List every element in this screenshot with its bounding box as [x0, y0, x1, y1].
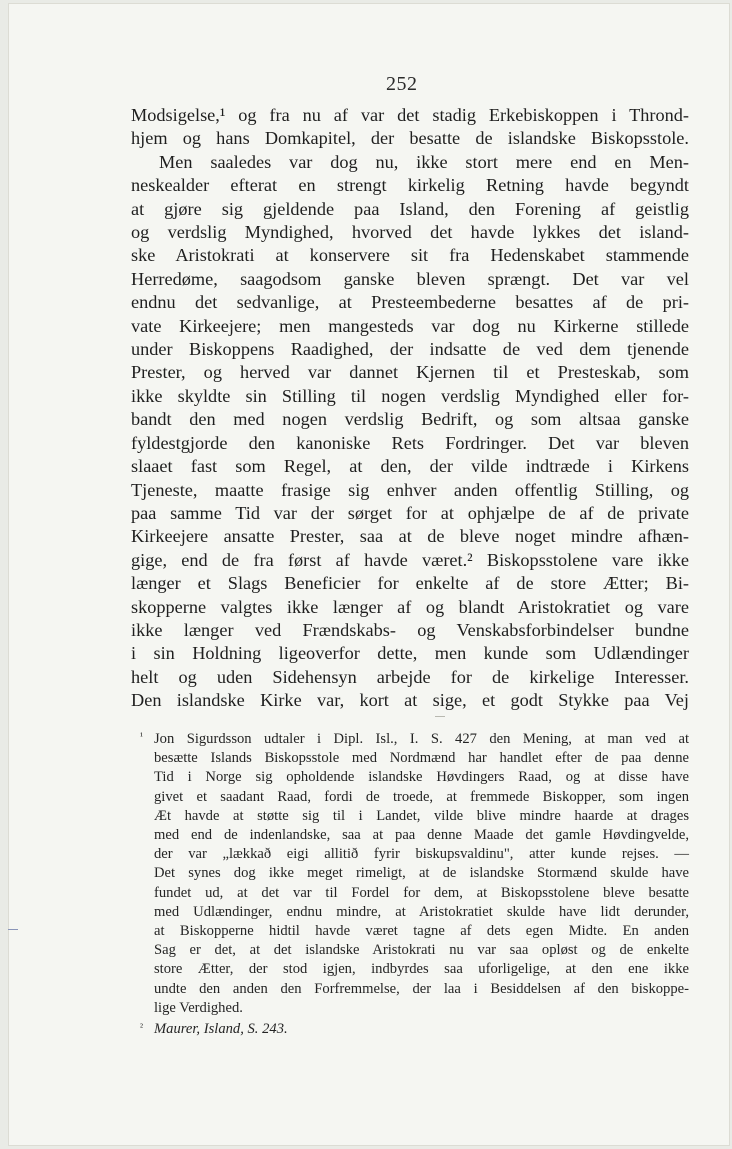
body-line: Men saaledes var dog nu, ikke stort mere end en Men-	[159, 151, 689, 172]
body-line: Kirkeejere ansatte Prester, saa at de bleve noget mindre afhæn-	[131, 526, 689, 547]
footnote-marker: ¹	[140, 731, 143, 742]
body-line: Herredøme, saagodsom ganske bleven sprængt. Det var vel	[131, 268, 689, 289]
body-line: paa samme Tid var der sørget for at ophjælpe de af de private	[131, 502, 689, 523]
footnote-line: givet et saadant Raad, fordi de troede, at fremmede Biskopper, som ingen	[154, 788, 689, 805]
footnote-line: fundet ud, at det var til Fordel for dem, at Biskopsstolene bleve besatte	[154, 884, 689, 901]
body-line: længer et Slags Beneficier for enkelte af de store Ætter; Bi-	[131, 573, 689, 594]
body-line: neskealder efterat en strengt kirkelig Retning havde begyndt	[131, 175, 689, 196]
body-line: Tjeneste, maatte frasige sig enhver anden offentlig Stilling, og	[131, 479, 689, 500]
footnote-line: med end de indenlandske, saa at paa denne Maade det gamle Høvdingvelde,	[154, 827, 689, 844]
footnote-line: undte den anden den Forfremmelse, der laa i Besiddelsen af den biskoppe-	[154, 980, 689, 997]
body-line: slaaet fast som Regel, at den, der vilde indtræde i Kirkens	[131, 456, 689, 477]
body-line: vate Kirkeejere; men mangesteds var dog nu Kirkerne stillede	[131, 315, 689, 336]
footnote-line: Tid i Norge sig opholdende islandske Høvdingers Raad, og at disse have	[154, 769, 689, 786]
body-line: og verdslig Myndighed, hvorved det havde lykkes det island-	[131, 222, 689, 243]
book-page	[8, 3, 730, 1146]
footnote-line: store Ætter, der stod igjen, indbyrdes saa uforligelige, at den ene ikke	[154, 961, 689, 978]
footnote-line: Jon Sigurdsson udtaler i Dipl. Isl., I. S. 427 den Mening, at man ved at	[154, 731, 689, 747]
footnote-marker: ²	[140, 1022, 143, 1034]
body-line: ske Aristokrati at konservere sit fra Hedenskabet stammende	[131, 245, 689, 266]
body-line: under Biskoppens Raadighed, der indsatte de ved dem tjenende	[131, 339, 689, 360]
footnote-line: Æt havde at støtte sig til i Landet, vilde blive mindre haarde at drages	[154, 807, 689, 824]
body-line: fyldestgjorde den kanoniske Rets Fordringer. Det var bleven	[131, 432, 689, 453]
footnote-line: at Biskopperne hidtil havde været tagne af dets egen Midte. En anden	[154, 923, 689, 940]
footnote-line: lige Verdighed.	[154, 999, 243, 1016]
footnote-line: med Udlændinger, endnu mindre, at Aristokratiet skulde have lidt derunder,	[154, 903, 689, 920]
footnote-line: besætte Islands Biskopsstole med Nordmænd har handlet efter de paa denne	[154, 750, 689, 767]
footnote-line: der var „lækkað eigi allitið fyrir biskupsvaldinu", atter kunde rejses. —	[154, 846, 689, 863]
footnote-line: Maurer, Island, S. 243.	[154, 1021, 288, 1038]
body-line: helt og uden Sidehensyn arbejde for de kirkelige Interesser.	[131, 666, 689, 687]
footnote-2	[140, 1020, 689, 1039]
body-text	[131, 104, 689, 713]
body-line: at gjøre sig gjeldende paa Island, den Forening af geistlig	[131, 198, 689, 219]
footnote-line: Det synes dog ikke meget rimeligt, at de islandske Stormænd skulde have	[154, 865, 689, 882]
body-line: hjem og hans Domkapitel, der besatte de islandske Biskopsstole.	[131, 128, 689, 149]
page-number: 252	[386, 73, 418, 95]
body-line: gige, end de fra først af havde været.² Biskopsstolene vare ikke	[131, 549, 689, 570]
body-line: Prester, og herved var dannet Kjernen til et Presteskab, som	[131, 362, 689, 383]
body-line: Den islandske Kirke var, kort at sige, et godt Stykke paa Vej	[131, 690, 689, 711]
footnotes	[140, 730, 689, 1039]
body-line: i sin Holdning ligeoverfor dette, men kunde som Udlændinger	[131, 643, 689, 664]
body-line: skopperne valgtes ikke længer af og blandt Aristokratiet og vare	[131, 596, 689, 617]
body-line: ikke længer ved Frændskabs- og Venskabsforbindelser bundne	[131, 619, 689, 640]
separator-mark	[435, 716, 445, 717]
body-line: endnu det sedvanlige, at Presteembederne besattes af de pri-	[131, 292, 689, 313]
footnote-line: Sag er det, at det islandske Aristokrati nu var saa opløst og de enkelte	[154, 942, 689, 959]
footnote-1	[140, 730, 689, 1018]
body-line: ikke skyldte sin Stilling til nogen verdslig Myndighed eller for-	[131, 385, 689, 406]
body-line: Modsigelse,¹ og fra nu af var det stadig Erkebiskoppen i Thrond-	[131, 105, 689, 125]
margin-mark	[8, 929, 18, 930]
body-line: bandt den med nogen verdslig Bedrift, og som altsaa ganske	[131, 409, 689, 430]
